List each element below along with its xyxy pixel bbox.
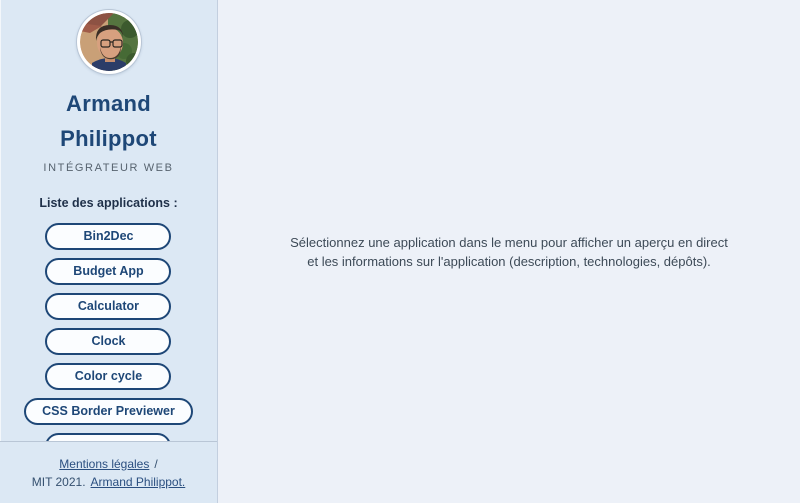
legal-notice-link[interactable]: Mentions légales xyxy=(59,456,150,471)
apps-list xyxy=(24,223,193,441)
app-button-bin2dec[interactable]: Bin2Dec xyxy=(45,223,171,250)
license-line xyxy=(32,475,186,489)
preview-area xyxy=(218,0,800,503)
avatar xyxy=(77,10,141,74)
apps-nav xyxy=(0,174,217,441)
avatar-photo-icon xyxy=(80,13,138,71)
job-title: INTÉGRATEUR WEB xyxy=(43,162,174,174)
apps-list-label: Liste des applications : xyxy=(39,196,178,210)
app-button-budget-app[interactable]: Budget App xyxy=(45,258,171,285)
profile-name: Armand Philippot xyxy=(60,91,157,151)
footer-separator: / xyxy=(154,456,158,471)
placeholder-text: Sélectionnez une application dans le menu pour afficher un aperçu en direct et les informations sur l'application (description, technologies, dépôts). xyxy=(290,234,728,269)
app-button-clock[interactable]: Clock xyxy=(45,328,171,355)
license-text: MIT 2021. xyxy=(31,474,86,489)
app-button-color-cycle[interactable]: Color cycle xyxy=(45,363,171,390)
app-button-css-border-previewer[interactable]: CSS Border Previewer xyxy=(24,398,193,425)
sidebar-footer xyxy=(0,441,217,503)
profile-header xyxy=(34,0,184,174)
app-button-partial[interactable] xyxy=(45,433,171,441)
legal-line xyxy=(59,457,157,471)
sidebar xyxy=(0,0,218,503)
author-link[interactable]: Armand Philippot. xyxy=(90,474,186,489)
app-button-calculator[interactable]: Calculator xyxy=(45,293,171,320)
